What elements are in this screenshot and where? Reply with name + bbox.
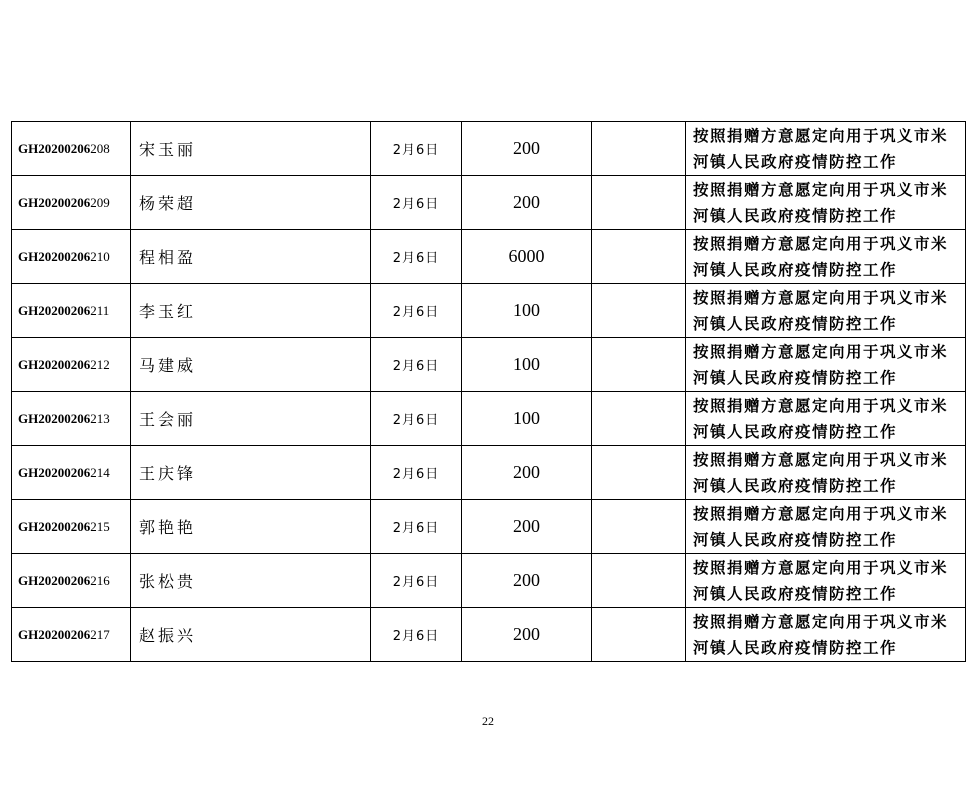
donation-date: 2月6日 xyxy=(371,500,462,554)
donation-date: 2月6日 xyxy=(371,554,462,608)
receipt-id-prefix: GH20200206 xyxy=(18,356,91,372)
table-row xyxy=(12,446,966,500)
empty-cell xyxy=(592,230,686,284)
empty-cell xyxy=(592,554,686,608)
usage-note: 按照捐赠方意愿定向用于巩义市米河镇人民政府疫情防控工作 xyxy=(686,608,966,662)
receipt-id-suffix: 211 xyxy=(90,302,110,318)
receipt-id-cell xyxy=(12,554,131,608)
receipt-id-prefix: GH20200206 xyxy=(18,464,91,480)
donor-name: 张松贵 xyxy=(131,554,371,608)
donation-amount: 200 xyxy=(462,446,592,500)
receipt-id-suffix: 212 xyxy=(90,356,110,372)
table-row xyxy=(12,176,966,230)
receipt-id-cell xyxy=(12,500,131,554)
table-row xyxy=(12,500,966,554)
receipt-id-suffix: 216 xyxy=(90,572,110,588)
donor-name: 杨荣超 xyxy=(131,176,371,230)
receipt-id-prefix: GH20200206 xyxy=(18,140,91,156)
empty-cell xyxy=(592,608,686,662)
donation-amount: 100 xyxy=(462,392,592,446)
receipt-id-suffix: 214 xyxy=(90,464,110,480)
donation-date: 2月6日 xyxy=(371,284,462,338)
donation-date: 2月6日 xyxy=(371,392,462,446)
donor-name: 程相盈 xyxy=(131,230,371,284)
receipt-id-suffix: 215 xyxy=(90,518,110,534)
donation-date: 2月6日 xyxy=(371,122,462,176)
donation-date: 2月6日 xyxy=(371,338,462,392)
empty-cell xyxy=(592,338,686,392)
donation-amount: 100 xyxy=(462,338,592,392)
receipt-id-prefix: GH20200206 xyxy=(18,410,91,426)
donor-name: 赵振兴 xyxy=(131,608,371,662)
receipt-id-prefix: GH20200206 xyxy=(18,302,91,318)
donor-name: 郭艳艳 xyxy=(131,500,371,554)
usage-note: 按照捐赠方意愿定向用于巩义市米河镇人民政府疫情防控工作 xyxy=(686,446,966,500)
empty-cell xyxy=(592,446,686,500)
empty-cell xyxy=(592,122,686,176)
empty-cell xyxy=(592,500,686,554)
receipt-id-cell xyxy=(12,338,131,392)
usage-note: 按照捐赠方意愿定向用于巩义市米河镇人民政府疫情防控工作 xyxy=(686,500,966,554)
receipt-id-prefix: GH20200206 xyxy=(18,626,91,642)
receipt-id-cell xyxy=(12,176,131,230)
usage-note: 按照捐赠方意愿定向用于巩义市米河镇人民政府疫情防控工作 xyxy=(686,176,966,230)
empty-cell xyxy=(592,176,686,230)
usage-note: 按照捐赠方意愿定向用于巩义市米河镇人民政府疫情防控工作 xyxy=(686,230,966,284)
donation-amount: 200 xyxy=(462,500,592,554)
receipt-id-cell xyxy=(12,230,131,284)
donation-amount: 100 xyxy=(462,284,592,338)
table-row xyxy=(12,284,966,338)
usage-note: 按照捐赠方意愿定向用于巩义市米河镇人民政府疫情防控工作 xyxy=(686,338,966,392)
donation-amount: 6000 xyxy=(462,230,592,284)
table-row xyxy=(12,122,966,176)
usage-note: 按照捐赠方意愿定向用于巩义市米河镇人民政府疫情防控工作 xyxy=(686,554,966,608)
donor-name: 王庆锋 xyxy=(131,446,371,500)
donation-table-body xyxy=(12,122,966,662)
donation-date: 2月6日 xyxy=(371,608,462,662)
table-row xyxy=(12,338,966,392)
receipt-id-prefix: GH20200206 xyxy=(18,572,91,588)
table-row xyxy=(12,230,966,284)
usage-note: 按照捐赠方意愿定向用于巩义市米河镇人民政府疫情防控工作 xyxy=(686,284,966,338)
empty-cell xyxy=(592,392,686,446)
donation-date: 2月6日 xyxy=(371,230,462,284)
donor-name: 李玉红 xyxy=(131,284,371,338)
usage-note: 按照捐赠方意愿定向用于巩义市米河镇人民政府疫情防控工作 xyxy=(686,122,966,176)
empty-cell xyxy=(592,284,686,338)
donor-name: 王会丽 xyxy=(131,392,371,446)
donation-date: 2月6日 xyxy=(371,446,462,500)
donation-amount: 200 xyxy=(462,554,592,608)
receipt-id-prefix: GH20200206 xyxy=(18,248,91,264)
receipt-id-suffix: 213 xyxy=(90,410,110,426)
donor-name: 宋玉丽 xyxy=(131,122,371,176)
receipt-id-suffix: 209 xyxy=(90,194,110,210)
receipt-id-prefix: GH20200206 xyxy=(18,194,91,210)
page-number: 22 xyxy=(482,714,494,728)
receipt-id-suffix: 208 xyxy=(90,140,110,156)
table-row xyxy=(12,392,966,446)
receipt-id-cell xyxy=(12,608,131,662)
donation-amount: 200 xyxy=(462,176,592,230)
receipt-id-cell xyxy=(12,392,131,446)
donation-amount: 200 xyxy=(462,608,592,662)
receipt-id-cell xyxy=(12,122,131,176)
table-row xyxy=(12,608,966,662)
receipt-id-cell xyxy=(12,284,131,338)
receipt-id-cell xyxy=(12,446,131,500)
donation-amount: 200 xyxy=(462,122,592,176)
receipt-id-suffix: 217 xyxy=(90,626,110,642)
donor-name: 马建威 xyxy=(131,338,371,392)
receipt-id-prefix: GH20200206 xyxy=(18,518,91,534)
usage-note: 按照捐赠方意愿定向用于巩义市米河镇人民政府疫情防控工作 xyxy=(686,392,966,446)
donation-date: 2月6日 xyxy=(371,176,462,230)
receipt-id-suffix: 210 xyxy=(90,248,110,264)
table-row xyxy=(12,554,966,608)
donation-table xyxy=(11,121,966,662)
